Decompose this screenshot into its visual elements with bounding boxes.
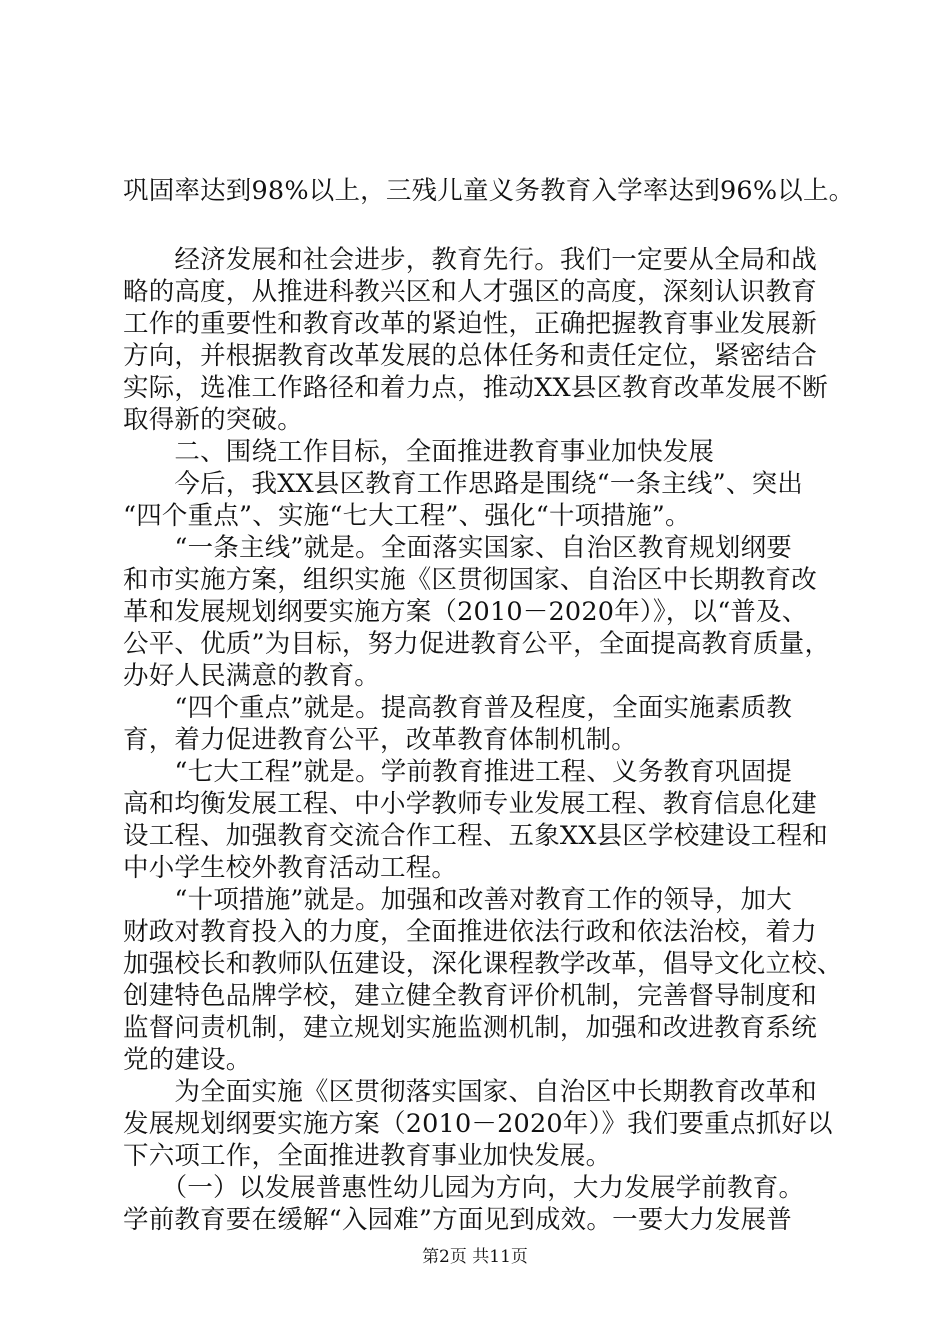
text-line: 经济发展和社会进步，教育先行。我们一定要从全局和战	[123, 245, 817, 275]
text-line: 工作的重要性和教育改革的紧迫性，正确把握教育事业发展新	[123, 309, 817, 339]
text-line: 财政对教育投入的力度，全面推进依法行政和依法治校，着力	[123, 917, 817, 947]
text-line: （一）以发展普惠性幼儿园为方向，大力发展学前教育。	[123, 1173, 805, 1203]
text-line: 监督问责机制，建立规划实施监测机制，加强和改进教育系统	[123, 1013, 817, 1043]
text-line: 巩固率达到98%以上，三残儿童义务教育入学率达到96%以上。	[123, 176, 855, 206]
text-line: 为全面实施《区贯彻落实国家、自治区中长期教育改革和	[123, 1077, 817, 1107]
text-line: “四个重点”就是。提高教育普及程度，全面实施素质教	[123, 693, 792, 723]
text-line: “十项措施”就是。加强和改善对教育工作的领导，加大	[123, 885, 792, 915]
text-line: 加强校长和教师队伍建设，深化课程教学改革，倡导文化立校、	[123, 949, 843, 979]
text-line: 下六项工作，全面推进教育事业加快发展。	[123, 1141, 612, 1171]
text-line: 中小学生校外教育活动工程。	[123, 853, 458, 883]
text-line: 取得新的突破。	[123, 405, 303, 435]
text-line: 设工程、加强教育交流合作工程、五象XX县区学校建设工程和	[123, 821, 828, 851]
text-line: 方向，并根据教育改革发展的总体任务和责任定位，紧密结合	[123, 341, 817, 371]
text-line: 高和均衡发展工程、中小学教师专业发展工程、教育信息化建	[123, 789, 817, 819]
page-number: 第2页 共11页	[422, 1247, 528, 1267]
text-line: 党的建设。	[123, 1045, 252, 1075]
text-line: 和市实施方案，组织实施《区贯彻国家、自治区中长期教育改	[123, 565, 817, 595]
paragraph-gap	[123, 207, 843, 244]
text-line: 创建特色品牌学校，建立健全教育评价机制，完善督导制度和	[123, 981, 817, 1011]
text-line: 学前教育要在缓解“入园难”方面见到成效。一要大力发展普	[123, 1205, 792, 1235]
text-line: “七大工程”就是。学前教育推进工程、义务教育巩固提	[123, 757, 792, 787]
text-line: 发展规划纲要实施方案（2010－2020年）》我们要重点抓好以	[123, 1109, 833, 1139]
text-line: 办好人民满意的教育。	[123, 661, 381, 691]
text-line: 今后，我XX县区教育工作思路是围绕“一条主线”、突出	[123, 469, 803, 499]
text-line: “一条主线”就是。全面落实国家、自治区教育规划纲要	[123, 533, 792, 563]
body-text	[123, 175, 855, 1236]
text-line: 育，着力促进教育公平，改革教育体制机制。	[123, 725, 638, 755]
text-line: 略的高度，从推进科教兴区和人才强区的高度，深刻认识教育	[123, 277, 817, 307]
text-line: 公平、优质”为目标，努力促进教育公平，全面提高教育质量，	[123, 629, 831, 659]
section-heading: 二、围绕工作目标，全面推进教育事业加快发展	[123, 437, 715, 467]
text-line: 实际，选准工作路径和着力点，推动XX县区教育改革发展不断	[123, 373, 828, 403]
text-line: “四个重点”、实施“七大工程”、强化“十项措施”。	[123, 501, 691, 531]
text-line: 革和发展规划纲要实施方案（2010－2020年）》，以“普及、	[123, 597, 808, 627]
